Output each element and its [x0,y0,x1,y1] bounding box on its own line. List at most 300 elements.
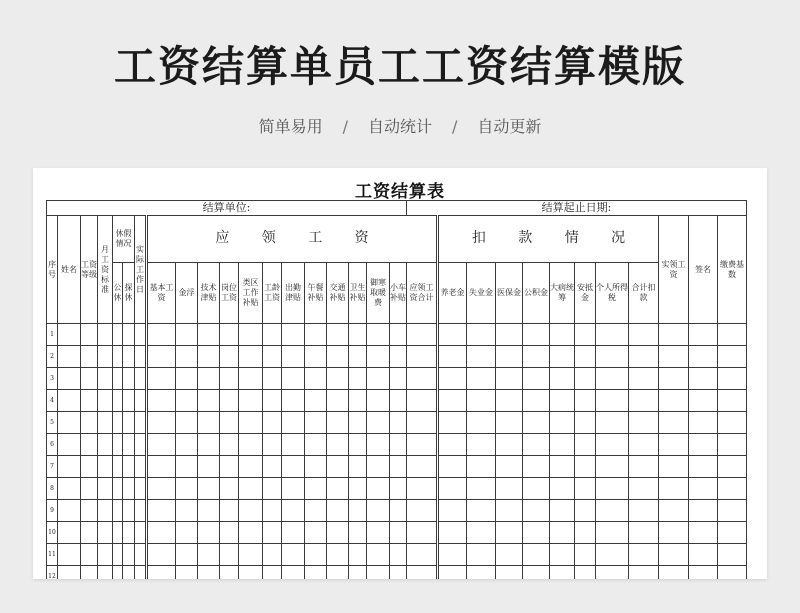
table-cell[interactable] [659,456,689,478]
table-cell[interactable] [305,412,327,434]
table-cell[interactable] [263,412,282,434]
table-cell[interactable] [575,368,596,390]
table-cell[interactable] [407,478,438,500]
table-cell[interactable] [349,368,367,390]
table-cell[interactable] [659,434,689,456]
table-cell[interactable] [596,412,629,434]
table-cell[interactable] [220,368,239,390]
table-cell[interactable] [689,566,718,580]
table-cell[interactable] [305,522,327,544]
table-cell[interactable] [282,390,305,412]
table-cell[interactable] [305,346,327,368]
table-cell[interactable] [81,456,98,478]
table-cell[interactable] [58,456,81,478]
table-cell[interactable] [496,566,523,580]
table-cell[interactable] [327,522,349,544]
table-cell[interactable] [496,412,523,434]
table-cell[interactable] [596,566,629,580]
table-cell[interactable] [263,346,282,368]
table-cell[interactable] [496,434,523,456]
table-cell[interactable] [407,566,438,580]
table-cell[interactable] [438,566,467,580]
table-cell[interactable] [349,346,367,368]
table-cell[interactable] [220,390,239,412]
table-cell[interactable] [220,544,239,566]
table-cell[interactable] [113,478,123,500]
table-cell[interactable] [367,522,390,544]
table-cell[interactable] [327,456,349,478]
table-cell[interactable] [327,434,349,456]
table-cell[interactable] [523,566,550,580]
table-cell[interactable] [718,566,747,580]
table-cell[interactable] [239,390,263,412]
table-cell[interactable] [305,368,327,390]
table-cell[interactable] [689,522,718,544]
table-cell[interactable] [407,522,438,544]
table-cell[interactable] [147,390,176,412]
table-cell[interactable] [147,566,176,580]
table-cell[interactable] [349,390,367,412]
table-cell[interactable] [438,346,467,368]
table-cell[interactable] [596,456,629,478]
table-cell[interactable] [220,412,239,434]
table-cell[interactable] [147,544,176,566]
table-cell[interactable] [407,412,438,434]
table-cell[interactable] [113,324,123,346]
table-cell[interactable] [659,522,689,544]
table-cell[interactable] [123,412,135,434]
table-cell[interactable] [113,544,123,566]
table-cell[interactable] [438,478,467,500]
table-cell[interactable] [239,522,263,544]
table-cell[interactable] [467,544,496,566]
table-cell[interactable] [659,390,689,412]
table-cell[interactable] [407,434,438,456]
table-cell[interactable] [58,478,81,500]
table-cell[interactable] [176,566,198,580]
table-cell[interactable] [467,434,496,456]
table-cell[interactable] [349,324,367,346]
table-cell[interactable] [263,390,282,412]
table-cell[interactable] [575,346,596,368]
table-cell[interactable] [282,500,305,522]
table-cell[interactable] [239,324,263,346]
table-cell[interactable] [596,544,629,566]
table-cell[interactable] [176,346,198,368]
table-cell[interactable] [438,456,467,478]
table-cell[interactable] [239,456,263,478]
table-cell[interactable] [81,434,98,456]
table-cell[interactable] [390,456,407,478]
table-cell[interactable] [135,368,147,390]
table-cell[interactable] [349,412,367,434]
table-cell[interactable] [689,500,718,522]
table-cell[interactable] [596,434,629,456]
table-cell[interactable] [282,368,305,390]
table-cell[interactable] [575,434,596,456]
table-cell[interactable] [467,390,496,412]
table-cell[interactable] [390,566,407,580]
table-cell[interactable] [135,478,147,500]
table-cell[interactable] [367,434,390,456]
table-cell[interactable] [305,544,327,566]
table-cell[interactable] [98,544,113,566]
table-cell[interactable] [305,566,327,580]
table-cell[interactable] [575,412,596,434]
table-cell[interactable] [629,434,659,456]
table-cell[interactable] [113,346,123,368]
table-cell[interactable] [689,412,718,434]
table-cell[interactable] [523,390,550,412]
table-cell[interactable] [81,346,98,368]
table-cell[interactable] [176,544,198,566]
table-cell[interactable] [282,566,305,580]
table-cell[interactable] [596,500,629,522]
table-cell[interactable] [81,368,98,390]
table-cell[interactable] [135,412,147,434]
table-cell[interactable] [282,522,305,544]
table-cell[interactable] [367,544,390,566]
table-cell[interactable] [575,390,596,412]
table-cell[interactable] [629,346,659,368]
table-cell[interactable] [176,522,198,544]
table-cell[interactable] [81,544,98,566]
table-cell[interactable] [327,324,349,346]
table-cell[interactable] [327,478,349,500]
table-cell[interactable] [327,368,349,390]
table-cell[interactable] [113,522,123,544]
table-cell[interactable] [349,456,367,478]
table-cell[interactable] [263,544,282,566]
table-cell[interactable] [135,390,147,412]
table-cell[interactable] [327,544,349,566]
table-cell[interactable] [349,566,367,580]
table-cell[interactable] [596,478,629,500]
table-cell[interactable] [220,434,239,456]
table-cell[interactable] [550,412,575,434]
table-cell[interactable] [550,500,575,522]
table-cell[interactable] [81,478,98,500]
table-cell[interactable] [629,566,659,580]
table-cell[interactable] [147,368,176,390]
table-cell[interactable] [198,456,220,478]
table-cell[interactable] [367,456,390,478]
table-cell[interactable] [327,566,349,580]
table-cell[interactable] [550,544,575,566]
table-cell[interactable] [629,412,659,434]
table-cell[interactable] [198,346,220,368]
table-cell[interactable] [327,346,349,368]
table-cell[interactable] [98,346,113,368]
table-cell[interactable] [98,456,113,478]
table-cell[interactable] [135,456,147,478]
table-cell[interactable] [113,434,123,456]
table-cell[interactable] [198,500,220,522]
table-cell[interactable] [390,412,407,434]
table-cell[interactable] [147,478,176,500]
table-cell[interactable] [263,324,282,346]
table-cell[interactable] [176,390,198,412]
table-cell[interactable] [367,324,390,346]
table-cell[interactable] [575,566,596,580]
table-cell[interactable] [198,478,220,500]
table-cell[interactable] [523,412,550,434]
table-cell[interactable] [596,368,629,390]
table-cell[interactable] [496,544,523,566]
table-cell[interactable] [123,456,135,478]
table-cell[interactable] [467,500,496,522]
table-cell[interactable] [349,500,367,522]
table-cell[interactable] [575,544,596,566]
table-cell[interactable] [123,566,135,580]
table-cell[interactable] [689,434,718,456]
table-cell[interactable] [123,368,135,390]
table-cell[interactable] [263,500,282,522]
table-cell[interactable] [263,434,282,456]
table-cell[interactable] [689,456,718,478]
table-cell[interactable] [198,522,220,544]
table-cell[interactable] [367,500,390,522]
table-cell[interactable] [659,368,689,390]
table-cell[interactable] [550,346,575,368]
table-cell[interactable] [147,434,176,456]
table-cell[interactable] [550,566,575,580]
table-cell[interactable] [496,456,523,478]
table-cell[interactable] [523,478,550,500]
table-cell[interactable] [147,324,176,346]
table-cell[interactable] [596,346,629,368]
table-cell[interactable] [81,324,98,346]
table-cell[interactable] [220,522,239,544]
table-cell[interactable] [282,478,305,500]
table-cell[interactable] [349,522,367,544]
table-cell[interactable] [575,456,596,478]
table-cell[interactable] [239,544,263,566]
table-cell[interactable] [390,346,407,368]
table-cell[interactable] [390,434,407,456]
table-cell[interactable] [550,324,575,346]
table-cell[interactable] [305,434,327,456]
table-cell[interactable] [135,544,147,566]
table-cell[interactable] [135,324,147,346]
table-cell[interactable] [220,456,239,478]
table-cell[interactable] [98,390,113,412]
table-cell[interactable] [523,456,550,478]
table-cell[interactable] [282,412,305,434]
table-cell[interactable] [81,412,98,434]
table-cell[interactable] [718,346,747,368]
table-cell[interactable] [575,500,596,522]
table-cell[interactable] [467,412,496,434]
table-cell[interactable] [718,500,747,522]
table-cell[interactable] [58,324,81,346]
table-cell[interactable] [550,456,575,478]
table-cell[interactable] [438,324,467,346]
table-cell[interactable] [305,500,327,522]
table-cell[interactable] [467,522,496,544]
table-cell[interactable] [81,522,98,544]
table-cell[interactable] [123,544,135,566]
table-cell[interactable] [123,346,135,368]
table-cell[interactable] [198,390,220,412]
table-cell[interactable] [438,412,467,434]
table-cell[interactable] [98,478,113,500]
table-cell[interactable] [390,324,407,346]
table-cell[interactable] [135,522,147,544]
table-cell[interactable] [263,566,282,580]
table-cell[interactable] [239,412,263,434]
table-cell[interactable] [407,456,438,478]
table-cell[interactable] [659,566,689,580]
table-cell[interactable] [596,324,629,346]
table-cell[interactable] [305,390,327,412]
table-cell[interactable] [98,368,113,390]
table-cell[interactable] [438,544,467,566]
table-cell[interactable] [629,324,659,346]
table-cell[interactable] [58,566,81,580]
table-cell[interactable] [689,478,718,500]
table-cell[interactable] [327,412,349,434]
table-cell[interactable] [58,390,81,412]
table-cell[interactable] [629,368,659,390]
table-cell[interactable] [98,324,113,346]
table-cell[interactable] [496,368,523,390]
table-cell[interactable] [305,456,327,478]
table-cell[interactable] [523,346,550,368]
table-cell[interactable] [718,390,747,412]
table-cell[interactable] [496,478,523,500]
table-cell[interactable] [407,390,438,412]
table-cell[interactable] [135,434,147,456]
table-cell[interactable] [659,544,689,566]
table-cell[interactable] [282,434,305,456]
table-cell[interactable] [407,544,438,566]
table-cell[interactable] [367,412,390,434]
table-cell[interactable] [113,390,123,412]
table-cell[interactable] [58,434,81,456]
table-cell[interactable] [98,434,113,456]
table-cell[interactable] [58,544,81,566]
table-cell[interactable] [263,522,282,544]
table-cell[interactable] [282,346,305,368]
table-cell[interactable] [198,412,220,434]
table-cell[interactable] [367,478,390,500]
table-cell[interactable] [550,478,575,500]
table-cell[interactable] [718,434,747,456]
table-cell[interactable] [147,456,176,478]
table-cell[interactable] [349,478,367,500]
table-cell[interactable] [113,500,123,522]
table-cell[interactable] [496,390,523,412]
table-cell[interactable] [390,390,407,412]
table-cell[interactable] [198,368,220,390]
table-cell[interactable] [123,500,135,522]
table-cell[interactable] [496,346,523,368]
table-cell[interactable] [367,390,390,412]
table-cell[interactable] [659,324,689,346]
table-cell[interactable] [305,324,327,346]
table-cell[interactable] [198,544,220,566]
table-cell[interactable] [467,346,496,368]
table-cell[interactable] [147,522,176,544]
table-cell[interactable] [596,390,629,412]
table-cell[interactable] [496,522,523,544]
table-cell[interactable] [220,478,239,500]
table-cell[interactable] [689,346,718,368]
table-cell[interactable] [349,544,367,566]
table-cell[interactable] [629,478,659,500]
table-cell[interactable] [81,390,98,412]
table-cell[interactable] [239,478,263,500]
table-cell[interactable] [523,500,550,522]
table-cell[interactable] [629,500,659,522]
table-cell[interactable] [239,346,263,368]
table-cell[interactable] [718,544,747,566]
table-cell[interactable] [147,500,176,522]
table-cell[interactable] [367,368,390,390]
table-cell[interactable] [147,412,176,434]
table-cell[interactable] [263,456,282,478]
table-cell[interactable] [629,390,659,412]
table-cell[interactable] [113,456,123,478]
table-cell[interactable] [282,456,305,478]
table-cell[interactable] [58,522,81,544]
table-cell[interactable] [147,346,176,368]
table-cell[interactable] [123,478,135,500]
table-cell[interactable] [659,346,689,368]
table-cell[interactable] [220,346,239,368]
table-cell[interactable] [523,324,550,346]
table-cell[interactable] [550,434,575,456]
table-cell[interactable] [467,324,496,346]
table-cell[interactable] [123,522,135,544]
table-cell[interactable] [176,456,198,478]
table-cell[interactable] [596,522,629,544]
table-cell[interactable] [176,434,198,456]
table-cell[interactable] [113,368,123,390]
table-cell[interactable] [467,478,496,500]
table-cell[interactable] [367,346,390,368]
table-cell[interactable] [718,522,747,544]
table-cell[interactable] [263,368,282,390]
table-cell[interactable] [135,346,147,368]
table-cell[interactable] [550,522,575,544]
table-cell[interactable] [523,368,550,390]
table-cell[interactable] [239,566,263,580]
table-cell[interactable] [550,368,575,390]
table-cell[interactable] [58,368,81,390]
table-cell[interactable] [407,324,438,346]
table-cell[interactable] [629,522,659,544]
table-cell[interactable] [390,478,407,500]
table-cell[interactable] [390,544,407,566]
table-cell[interactable] [176,324,198,346]
table-cell[interactable] [629,456,659,478]
table-cell[interactable] [407,500,438,522]
table-cell[interactable] [98,500,113,522]
table-cell[interactable] [198,434,220,456]
table-cell[interactable] [689,368,718,390]
table-cell[interactable] [282,544,305,566]
table-cell[interactable] [239,500,263,522]
table-cell[interactable] [58,500,81,522]
table-cell[interactable] [81,500,98,522]
table-cell[interactable] [629,544,659,566]
table-cell[interactable] [305,478,327,500]
table-cell[interactable] [123,434,135,456]
table-cell[interactable] [135,566,147,580]
table-cell[interactable] [438,368,467,390]
